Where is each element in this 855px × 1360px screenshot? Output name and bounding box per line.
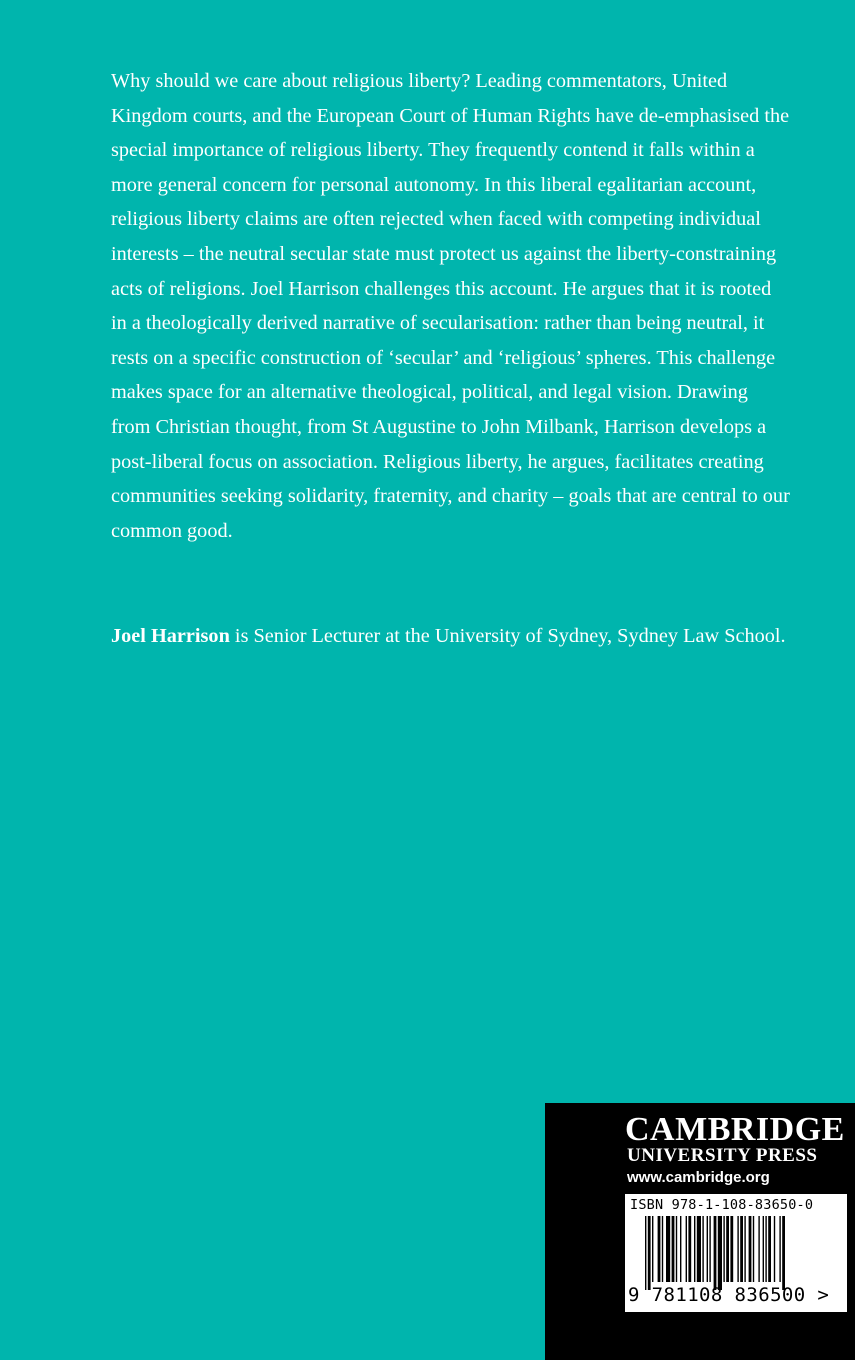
barcode-bar [680, 1216, 681, 1282]
barcode-bar [709, 1216, 710, 1282]
barcode-bar [758, 1216, 759, 1282]
barcode-bar [688, 1216, 691, 1282]
isbn-barcode [625, 1194, 847, 1312]
book-description: Why should we care about religious liberty? Leading commentators, United Kingdom courts, and the European Court of Human Rights have de-emphasised the special importance of religious liberty. They frequently contend it falls within a more general concern for personal autonomy. In this liberal egalitarian account, religious liberty claims are often rejected when faced with competing individual interests – the neutral secular state must protect us against the liberty-constraining acts of religions. Joel Harrison challenges this account. He argues that it is rooted in a theologically derived narrative of secularisation: rather than being neutral, it rests on a specific construction of ‘secular’ and ‘religious’ spheres. This challenge makes space for an alternative theological, political, and legal vision. Drawing from Christian thought, from St Augustine to John Milbank, Harrison develops a post-liberal focus on association. Religious liberty, he argues, facilitates creating communities seeking solidarity, fraternity, and charity – goals that are central to our common good. [111, 70, 790, 542]
barcode-bar [749, 1216, 752, 1282]
barcode-bar [707, 1216, 708, 1282]
publisher-url: www.cambridge.org [627, 1169, 770, 1186]
barcode-bar [658, 1216, 661, 1282]
barcode-bar [744, 1216, 745, 1282]
barcode-bar [648, 1216, 651, 1290]
barcode-bar [730, 1216, 733, 1282]
barcode-bar [779, 1216, 780, 1282]
publisher-subname: UNIVERSITY PRESS [627, 1145, 818, 1166]
barcode-bar [768, 1216, 771, 1282]
barcode-bar [740, 1216, 743, 1282]
barcode-bar [718, 1216, 722, 1290]
publisher-name: CAMBRIDGE [625, 1111, 845, 1148]
barcode-bar [774, 1216, 775, 1282]
barcode-bar [676, 1216, 677, 1282]
barcode-bar [645, 1216, 646, 1290]
author-bio [111, 619, 791, 654]
barcode-bar [753, 1216, 754, 1282]
barcode-bar [666, 1216, 670, 1282]
barcode-bar [662, 1216, 663, 1282]
barcode-bar [726, 1216, 729, 1282]
barcode-bar [652, 1216, 653, 1282]
barcode-bar [694, 1216, 695, 1282]
barcode-digits: 9 781108 836500 > [628, 1284, 830, 1306]
barcode-bar [782, 1216, 785, 1290]
author-name: Joel Harrison [111, 625, 230, 647]
barcode-bar [686, 1216, 687, 1282]
barcode-bar [714, 1216, 717, 1290]
author-bio-text: is Senior Lecturer at the University of Sydney, Sydney Law School. [229, 625, 786, 647]
barcode-bar [763, 1216, 764, 1282]
barcode-bar [737, 1216, 738, 1282]
barcode-bar [723, 1216, 724, 1282]
isbn-label: ISBN 978-1-108-83650-0 [630, 1197, 814, 1213]
barcode-bar [697, 1216, 701, 1282]
barcode-bar [765, 1216, 766, 1282]
barcode-bar [672, 1216, 675, 1282]
barcode-bar [702, 1216, 703, 1282]
